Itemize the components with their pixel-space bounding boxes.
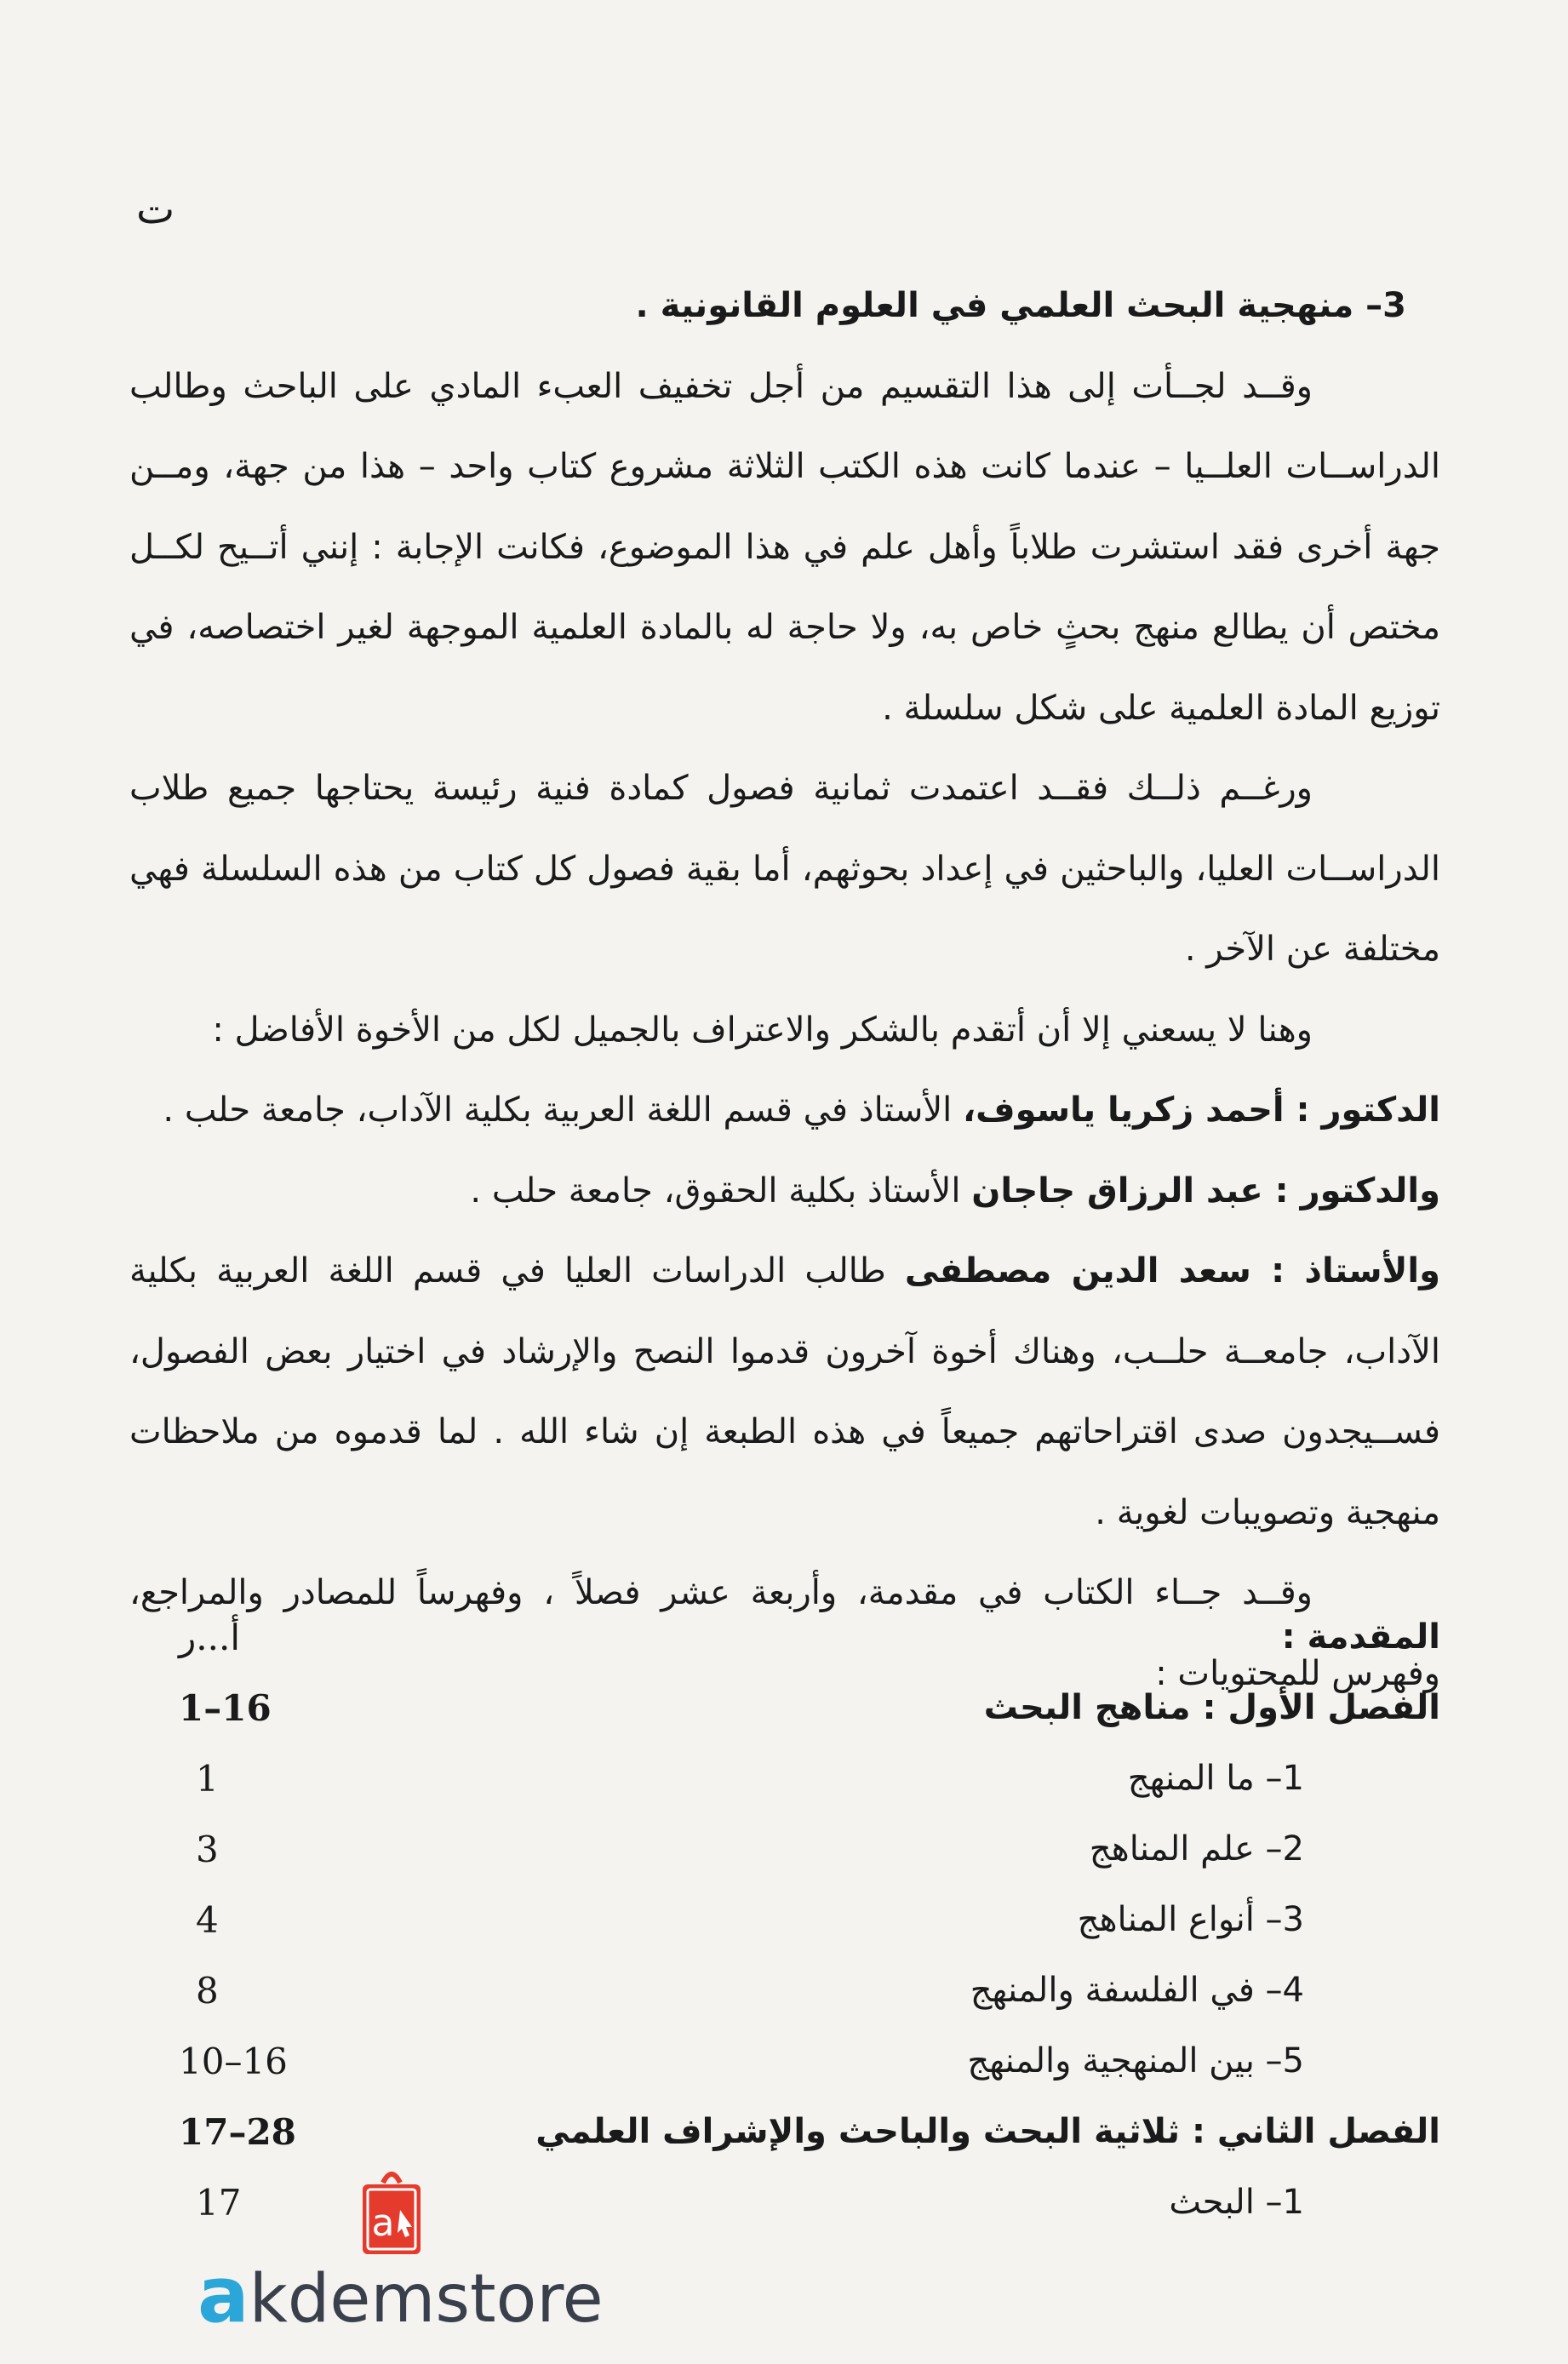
akdemstore-logo bbox=[197, 2164, 606, 2340]
toc-title: 1– ما المنهج bbox=[1127, 1759, 1304, 1798]
toc-row bbox=[128, 2026, 1440, 2097]
toc-row bbox=[128, 1673, 1440, 1743]
toc-pages: 17–28 bbox=[179, 2111, 296, 2153]
toc-pages: 10–16 bbox=[179, 2041, 288, 2082]
logo-text-first: a bbox=[197, 2251, 249, 2340]
acknowledgement-line: والأستاذ : سعد الدين مصطفى طالب الدراسات العليا في قسم اللغة العربية بكلية الآداب، جامعــة حلــب، وهناك أخوة آخرون قدموا النصح والإرشاد في اختيار بعض الفصول، فســيجدون صدى اقتراحاتهم جميعاً في هذه الطبعة إن شاء الله . لما قدموه من ملاحظات منهجية وتصويبات لغوية . bbox=[129, 1251, 1440, 1532]
toc-pages: 1 bbox=[196, 1758, 219, 1800]
logo-text bbox=[197, 2251, 604, 2340]
logo-text-rest: kdemstore bbox=[249, 2261, 604, 2338]
toc-title: 3– أنواع المناهج bbox=[1077, 1900, 1304, 1939]
toc-title: الفصل الأول : مناهج البحث bbox=[983, 1688, 1440, 1727]
toc-title: 1– البحث bbox=[1169, 2183, 1304, 2222]
toc-row bbox=[128, 1955, 1440, 2026]
toc-title: 4– في الفلسفة والمنهج bbox=[970, 1971, 1304, 2010]
toc-row bbox=[128, 1602, 1440, 1673]
paragraph: وقــد لجــأت إلى هذا التقسيم من أجل تخفيف العبء المادي على الباحث وطالب الدراســات العلــيا – عندما كانت هذه الكتب الثلاثة مشروع كتاب واحد – هذا من جهة، ومــن جهة أخرى فقد استشرت طلاباً وأهل علم في هذا الموضوع، فكانت الإجابة : إنني أتــيح لكــل مختص أن يطالع منهج بحثٍ خاص به، ولا حاجة له بالمادة العلمية الموجهة لغير اختصاصه، في توزيع المادة العلمية على شكل سلسلة . bbox=[129, 366, 1440, 728]
toc-title: المقدمة : bbox=[1281, 1617, 1440, 1657]
section-heading: 3– منهجية البحث العلمي في العلوم القانونية . bbox=[635, 286, 1406, 325]
paragraph: وهنا لا يسعني إلا أن أتقدم بالشكر والاعتراف بالجميل لكل من الأخوة الأفاضل : bbox=[212, 1010, 1313, 1050]
toc-row bbox=[128, 1885, 1440, 1955]
toc-title: 5– بين المنهجية والمنهج bbox=[967, 2041, 1304, 2081]
acknowledgement-line: والدكتور : عبد الرزاق جاجان الأستاذ بكلية الحقوق، جامعة حلب . bbox=[470, 1171, 1440, 1211]
toc-row bbox=[128, 1743, 1440, 1814]
toc-pages: 3 bbox=[196, 1829, 219, 1870]
paragraph: ورغــم ذلــك فقــد اعتمدت ثمانية فصول كمادة فنية رئيسة يحتاجها جميع طلاب الدراســات العليا، والباحثين في إعداد بحوثهم، أما بقية فصول كل كتاب من هذه السلسلة فهي مختلفة عن الآخر . bbox=[129, 769, 1440, 969]
toc-pages: 1–16 bbox=[179, 1687, 272, 1729]
toc-pages: 4 bbox=[196, 1899, 219, 1941]
logo-icon-letter: a bbox=[371, 2201, 395, 2245]
acknowledgement-line: الدكتور : أحمد زكريا ياسوف، الأستاذ في قسم اللغة العربية بكلية الآداب، جامعة حلب . bbox=[163, 1090, 1440, 1130]
page-letter: ت bbox=[136, 186, 175, 233]
table-of-contents bbox=[128, 1602, 1440, 2238]
toc-pages: 17 bbox=[196, 2182, 242, 2224]
toc-row bbox=[128, 1814, 1440, 1885]
toc-pages: أ...ر bbox=[179, 1617, 241, 1658]
toc-title: الفصل الثاني : ثلاثية البحث والباحث والإشراف العلمي bbox=[535, 2112, 1440, 2151]
toc-row bbox=[128, 2097, 1440, 2167]
book-cart-icon bbox=[358, 2164, 426, 2258]
body-text bbox=[129, 266, 1440, 1714]
toc-title: 2– علم المناهج bbox=[1089, 1829, 1304, 1869]
toc-pages: 8 bbox=[196, 1970, 219, 2012]
paragraph: وقــد جــاء الكتاب في مقدمة، وأربعة عشر فصلاً ، وفهرساً للمصادر والمراجع، وفهرس للمحتويات : bbox=[129, 1573, 1440, 1693]
